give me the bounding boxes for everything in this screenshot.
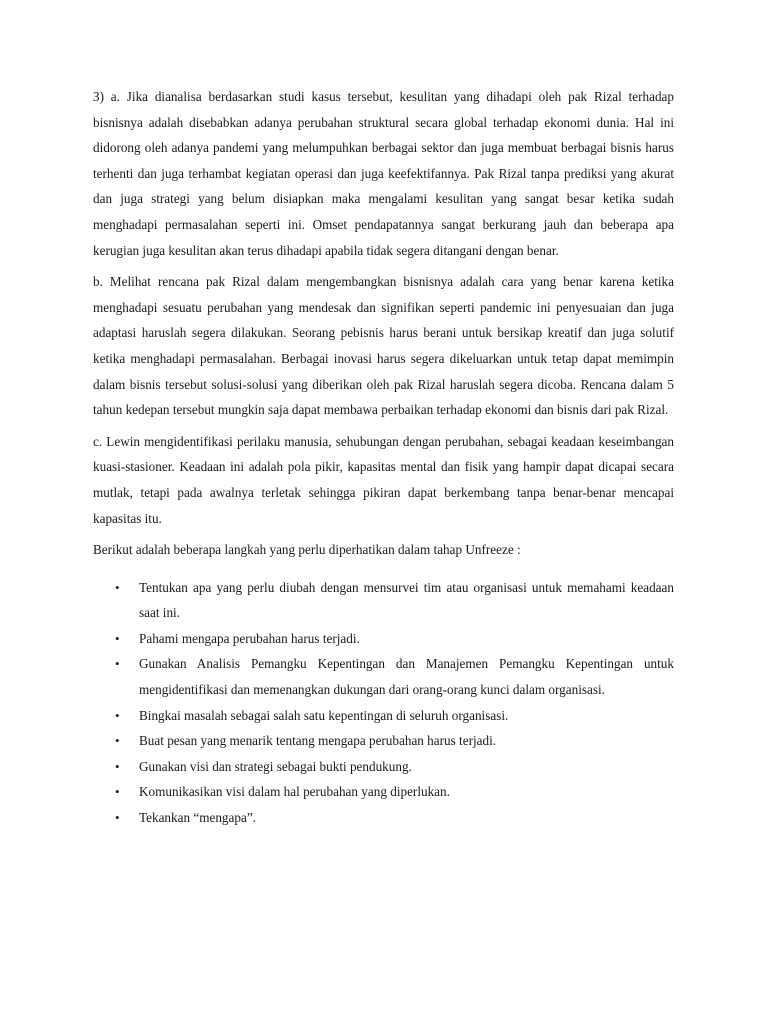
list-item xyxy=(93,626,674,652)
document-page xyxy=(93,84,674,831)
list-item xyxy=(93,805,674,831)
bullet-icon: • xyxy=(115,733,120,749)
list-item-text: Gunakan Analisis Pemangku Kepentingan dan Manajemen Pemangku Kepentingan untuk mengidentifikasi dan memenangkan dukungan dari orang-orang kunci dalam organisasi. xyxy=(139,656,674,698)
list-item xyxy=(93,754,674,780)
unfreeze-steps-list xyxy=(93,575,674,831)
list-item xyxy=(93,575,674,626)
bullet-icon: • xyxy=(115,630,120,646)
bullet-icon: • xyxy=(115,758,120,774)
list-item-text: Bingkai masalah sebagai salah satu kepentingan di seluruh organisasi. xyxy=(139,707,509,723)
list-item xyxy=(93,728,674,754)
list-item-text: Buat pesan yang menarik tentang mengapa perubahan harus terjadi. xyxy=(139,733,497,749)
bullet-icon: • xyxy=(115,656,120,672)
paragraph-unfreeze-intro: Berikut adalah beberapa langkah yang perlu diperhatikan dalam tahap Unfreeze : xyxy=(93,542,521,558)
paragraph-3a: 3) a. Jika dianalisa berdasarkan studi kasus tersebut, kesulitan yang dihadapi oleh pak Rizal terhadap bisnisnya adalah disebabkan adanya perubahan struktural secara global terhadap ekonomi dunia. Hal ini didorong oleh adanya pandemi yang melumpuhkan berbagai sektor dan juga membuat berbagai bisnis harus terhenti dan juga terhambat kegiatan operasi dan juga keefektifannya. Pak Rizal tanpa prediksi yang akurat dan juga strategi yang belum disiapkan maka mengalami kesulitan yang sangat besar ketika sudah menghadapi permasalahan seperti ini. Omset pendapatannya sangat berkurang jauh dan beberapa apa kerugian juga kesulitan akan terus dihadapi apabila tidak segera ditangani dengan benar. xyxy=(93,89,674,258)
bullet-icon: • xyxy=(115,784,120,800)
list-item-text: Komunikasikan visi dalam hal perubahan yang diperlukan. xyxy=(139,784,450,800)
list-item-text: Tekankan “mengapa”. xyxy=(139,810,256,826)
list-item xyxy=(93,651,674,702)
list-item-text: Tentukan apa yang perlu diubah dengan mensurvei tim atau organisasi untuk memahami keadaan saat ini. xyxy=(139,579,674,621)
bullet-icon: • xyxy=(115,579,120,595)
list-item xyxy=(93,703,674,729)
list-item-text: Pahami mengapa perubahan harus terjadi. xyxy=(139,630,360,646)
list-item-text: Gunakan visi dan strategi sebagai bukti pendukung. xyxy=(139,758,412,774)
bullet-icon: • xyxy=(115,707,120,723)
list-item xyxy=(93,779,674,805)
paragraph-3b: b. Melihat rencana pak Rizal dalam mengembangkan bisnisnya adalah cara yang benar karena ketika menghadapi sesuatu perubahan yang mendesak dan signifikan seperti pandemic ini penyesuaian dan juga adaptasi haruslah segera dilakukan. Seorang pebisnis harus berani untuk bersikap kreatif dan juga solutif ketika menghadapi permasalahan. Berbagai inovasi harus segera dikeluarkan untuk tetap dapat memimpin dalam bisnis tersebut solusi-solusi yang diberikan oleh pak Rizal haruslah segera dicoba. Rencana dalam 5 tahun kedepan tersebut mungkin saja dapat membawa perbaikan terhadap ekonomi dan bisnis dari pak Rizal. xyxy=(93,274,674,418)
bullet-icon: • xyxy=(115,810,120,826)
paragraph-3c: c. Lewin mengidentifikasi perilaku manusia, sehubungan dengan perubahan, sebagai keadaan keseimbangan kuasi-stasioner. Keadaan ini adalah pola pikir, kapasitas mental dan fisik yang hampir dapat dicapai secara mutlak, tetapi pada awalnya terletak sehingga pikiran dapat berkembang tanpa benar-benar mencapai kapasitas itu. xyxy=(93,433,674,526)
